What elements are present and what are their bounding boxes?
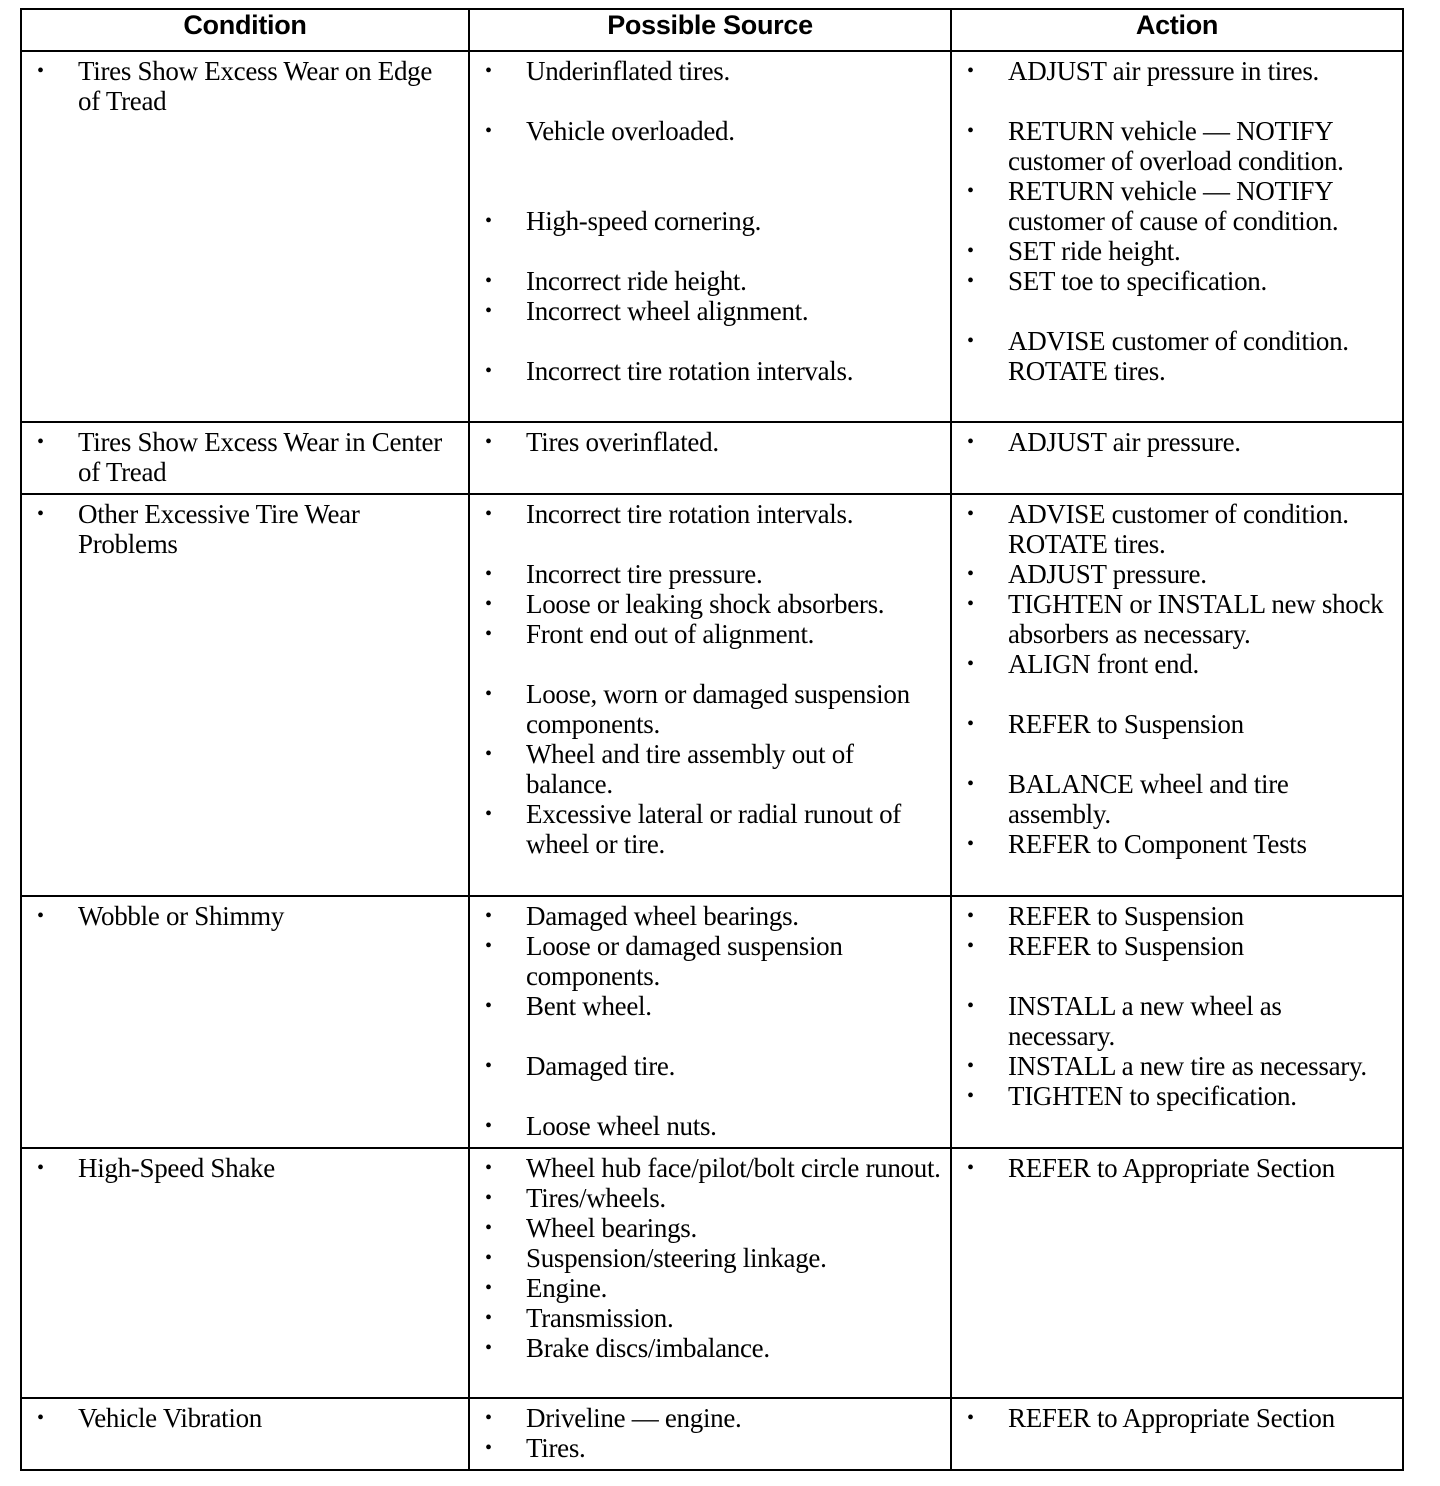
source-text: Suspension/steering linkage. <box>526 1243 827 1273</box>
action-text: ADVISE customer of condition. ROTATE tires. <box>1008 499 1349 559</box>
source-list <box>470 897 950 1147</box>
header-possible-source: Possible Source <box>469 9 951 51</box>
source-cell <box>469 1398 951 1470</box>
list-item <box>952 1081 1402 1111</box>
action-list <box>952 495 1402 865</box>
bullet-icon: • <box>485 743 492 765</box>
condition-text: Wobble or Shimmy <box>78 901 285 931</box>
list-item <box>952 1153 1402 1183</box>
bullet-icon: • <box>485 1157 492 1179</box>
list-item <box>470 1403 950 1433</box>
source-text: Underinflated tires. <box>526 56 730 86</box>
bullet-icon: • <box>485 1187 492 1209</box>
condition-cell <box>21 422 469 494</box>
bullet-icon: • <box>967 240 974 262</box>
condition-list <box>22 423 468 493</box>
bullet-icon: • <box>485 431 492 453</box>
action-cell <box>951 51 1403 422</box>
action-text: ADJUST air pressure. <box>1008 427 1241 457</box>
source-text: Bent wheel. <box>526 991 652 1021</box>
bullet-icon: • <box>485 1277 492 1299</box>
bullet-icon: • <box>967 905 974 927</box>
list-item <box>952 991 1402 1051</box>
condition-list <box>22 52 468 122</box>
list-item <box>470 266 950 296</box>
condition-text: Vehicle Vibration <box>78 1403 262 1433</box>
bullet-icon: • <box>967 653 974 675</box>
bullet-icon: • <box>485 935 492 957</box>
condition-list <box>22 1399 468 1439</box>
bullet-icon: • <box>485 803 492 825</box>
list-item <box>470 931 950 991</box>
source-text: Loose, worn or damaged suspension components. <box>526 679 910 739</box>
bullet-icon: • <box>485 1337 492 1359</box>
action-text: SET toe to specification. <box>1008 266 1267 296</box>
list-item <box>952 236 1402 266</box>
table-row <box>21 896 1403 1148</box>
condition-list <box>22 495 468 565</box>
action-text: INSTALL a new wheel as necessary. <box>1008 991 1282 1051</box>
action-text: REFER to Suspension <box>1008 931 1244 961</box>
list-item <box>952 649 1402 679</box>
table-row <box>21 1398 1403 1470</box>
action-text: ADVISE customer of condition. ROTATE tires. <box>1008 326 1349 386</box>
source-text: Tires. <box>526 1433 586 1463</box>
list-item <box>470 1111 950 1141</box>
source-cell <box>469 896 951 1148</box>
list-item <box>470 1433 950 1463</box>
bullet-icon: • <box>967 593 974 615</box>
list-item <box>470 1243 950 1273</box>
list-item <box>952 56 1402 86</box>
source-text: Damaged tire. <box>526 1051 676 1081</box>
action-text: RETURN vehicle — NOTIFY customer of overload condition. <box>1008 116 1344 176</box>
list-item <box>952 589 1402 649</box>
bullet-icon: • <box>967 431 974 453</box>
bullet-icon: • <box>37 60 44 82</box>
bullet-icon: • <box>967 1157 974 1179</box>
bullet-icon: • <box>37 1157 44 1179</box>
source-list <box>470 1149 950 1369</box>
condition-list <box>22 1149 468 1189</box>
bullet-icon: • <box>485 1307 492 1329</box>
bullet-icon: • <box>967 773 974 795</box>
source-text: Loose wheel nuts. <box>526 1111 717 1141</box>
list-item <box>470 991 950 1021</box>
bullet-icon: • <box>485 1437 492 1459</box>
source-text: Front end out of alignment. <box>526 619 815 649</box>
list-item <box>952 769 1402 829</box>
action-list <box>952 1149 1402 1189</box>
list-item <box>470 1183 950 1213</box>
list-item <box>952 709 1402 739</box>
list-item <box>470 739 950 799</box>
action-cell <box>951 1398 1403 1470</box>
source-text: Incorrect ride height. <box>526 266 747 296</box>
bullet-icon: • <box>485 905 492 927</box>
list-item <box>470 1153 950 1183</box>
list-item <box>470 1333 950 1363</box>
action-cell <box>951 494 1403 896</box>
bullet-icon: • <box>37 1407 44 1429</box>
source-text: Loose or leaking shock absorbers. <box>526 589 885 619</box>
list-item <box>952 499 1402 559</box>
list-item <box>470 1273 950 1303</box>
list-item <box>22 1153 468 1183</box>
bullet-icon: • <box>485 1217 492 1239</box>
bullet-icon: • <box>485 503 492 525</box>
action-text: ADJUST pressure. <box>1008 559 1207 589</box>
action-list <box>952 52 1402 392</box>
bullet-icon: • <box>485 1055 492 1077</box>
bullet-icon: • <box>485 593 492 615</box>
bullet-icon: • <box>37 905 44 927</box>
list-item <box>470 427 950 457</box>
condition-cell <box>21 896 469 1148</box>
table-row <box>21 494 1403 896</box>
list-item <box>952 116 1402 176</box>
action-text: BALANCE wheel and tire assembly. <box>1008 769 1289 829</box>
action-cell <box>951 422 1403 494</box>
list-item <box>952 931 1402 961</box>
bullet-icon: • <box>485 563 492 585</box>
source-text: Wheel and tire assembly out of balance. <box>526 739 854 799</box>
list-item <box>470 901 950 931</box>
bullet-icon: • <box>485 683 492 705</box>
list-item <box>952 176 1402 236</box>
bullet-icon: • <box>967 503 974 525</box>
list-item <box>22 427 468 487</box>
condition-cell <box>21 1398 469 1470</box>
header-action: Action <box>951 9 1403 51</box>
list-item <box>470 1213 950 1243</box>
list-item <box>952 266 1402 296</box>
action-text: REFER to Appropriate Section <box>1008 1403 1335 1433</box>
source-text: Incorrect tire rotation intervals. <box>526 356 854 386</box>
condition-text: Other Excessive Tire Wear Problems <box>78 499 360 559</box>
bullet-icon: • <box>485 120 492 142</box>
bullet-icon: • <box>485 1115 492 1137</box>
source-text: Transmission. <box>526 1303 674 1333</box>
list-item <box>952 1403 1402 1433</box>
list-item <box>470 116 950 146</box>
source-text: Damaged wheel bearings. <box>526 901 799 931</box>
bullet-icon: • <box>967 120 974 142</box>
action-text: RETURN vehicle — NOTIFY customer of cause of condition. <box>1008 176 1339 236</box>
header-row <box>21 9 1403 51</box>
bullet-icon: • <box>37 431 44 453</box>
action-text: REFER to Suspension <box>1008 901 1244 931</box>
list-item <box>470 559 950 589</box>
action-text: INSTALL a new tire as necessary. <box>1008 1051 1367 1081</box>
list-item <box>952 1051 1402 1081</box>
list-item <box>952 829 1402 859</box>
bullet-icon: • <box>485 210 492 232</box>
source-text: Engine. <box>526 1273 608 1303</box>
source-list <box>470 423 950 463</box>
action-list <box>952 423 1402 463</box>
action-cell <box>951 1148 1403 1398</box>
bullet-icon: • <box>967 180 974 202</box>
list-item <box>22 56 468 116</box>
list-item <box>952 427 1402 457</box>
list-item <box>470 1051 950 1081</box>
list-item <box>470 1303 950 1333</box>
list-item <box>470 296 950 326</box>
source-text: Vehicle overloaded. <box>526 116 735 146</box>
source-text: Loose or damaged suspension components. <box>526 931 843 991</box>
action-cell <box>951 896 1403 1148</box>
bullet-icon: • <box>485 300 492 322</box>
source-cell <box>469 51 951 422</box>
action-text: ALIGN front end. <box>1008 649 1199 679</box>
source-text: Brake discs/imbalance. <box>526 1333 770 1363</box>
bullet-icon: • <box>967 270 974 292</box>
list-item <box>952 326 1402 386</box>
source-list <box>470 52 950 392</box>
source-cell <box>469 494 951 896</box>
bullet-icon: • <box>37 503 44 525</box>
condition-text: Tires Show Excess Wear on Edge of Tread <box>78 56 433 116</box>
action-text: REFER to Appropriate Section <box>1008 1153 1335 1183</box>
source-text: Incorrect wheel alignment. <box>526 296 809 326</box>
source-text: Incorrect tire rotation intervals. <box>526 499 854 529</box>
source-text: Wheel hub face/pilot/bolt circle runout. <box>526 1153 941 1183</box>
condition-text: Tires Show Excess Wear in Center of Tread <box>78 427 442 487</box>
table-row <box>21 1148 1403 1398</box>
bullet-icon: • <box>485 1407 492 1429</box>
list-item <box>952 901 1402 931</box>
condition-text: High-Speed Shake <box>78 1153 275 1183</box>
action-text: TIGHTEN to specification. <box>1008 1081 1297 1111</box>
bullet-icon: • <box>485 360 492 382</box>
bullet-icon: • <box>485 270 492 292</box>
list-item <box>470 206 950 236</box>
bullet-icon: • <box>967 1085 974 1107</box>
condition-cell <box>21 494 469 896</box>
source-list <box>470 495 950 865</box>
source-text: High-speed cornering. <box>526 206 762 236</box>
bullet-icon: • <box>967 995 974 1017</box>
table-row <box>21 422 1403 494</box>
table-row <box>21 51 1403 422</box>
list-item <box>470 619 950 649</box>
bullet-icon: • <box>485 623 492 645</box>
source-list <box>470 1399 950 1469</box>
bullet-icon: • <box>485 995 492 1017</box>
condition-list <box>22 897 468 937</box>
list-item <box>470 589 950 619</box>
action-text: ADJUST air pressure in tires. <box>1008 56 1320 86</box>
list-item <box>470 56 950 86</box>
action-text: SET ride height. <box>1008 236 1181 266</box>
bullet-icon: • <box>967 330 974 352</box>
list-item <box>470 356 950 386</box>
bullet-icon: • <box>485 60 492 82</box>
source-text: Incorrect tire pressure. <box>526 559 763 589</box>
action-list <box>952 1399 1402 1439</box>
source-cell <box>469 1148 951 1398</box>
bullet-icon: • <box>967 60 974 82</box>
list-item <box>952 559 1402 589</box>
action-text: TIGHTEN or INSTALL new shock absorbers as necessary. <box>1008 589 1384 649</box>
condition-cell <box>21 51 469 422</box>
source-cell <box>469 422 951 494</box>
list-item <box>470 679 950 739</box>
bullet-icon: • <box>967 935 974 957</box>
source-text: Excessive lateral or radial runout of wheel or tire. <box>526 799 901 859</box>
bullet-icon: • <box>967 713 974 735</box>
action-text: REFER to Component Tests <box>1008 829 1307 859</box>
list-item <box>470 799 950 859</box>
bullet-icon: • <box>967 1055 974 1077</box>
list-item <box>470 499 950 529</box>
source-text: Tires overinflated. <box>526 427 719 457</box>
source-text: Tires/wheels. <box>526 1183 666 1213</box>
table-body <box>21 51 1403 1470</box>
header-condition: Condition <box>21 9 469 51</box>
bullet-icon: • <box>967 563 974 585</box>
list-item <box>22 1403 468 1433</box>
source-text: Wheel bearings. <box>526 1213 697 1243</box>
bullet-icon: • <box>967 833 974 855</box>
action-list <box>952 897 1402 1117</box>
bullet-icon: • <box>485 1247 492 1269</box>
list-item <box>22 499 468 559</box>
list-item <box>22 901 468 931</box>
diagnosis-table <box>20 8 1404 1471</box>
action-text: REFER to Suspension <box>1008 709 1244 739</box>
source-text: Driveline — engine. <box>526 1403 742 1433</box>
condition-cell <box>21 1148 469 1398</box>
bullet-icon: • <box>967 1407 974 1429</box>
